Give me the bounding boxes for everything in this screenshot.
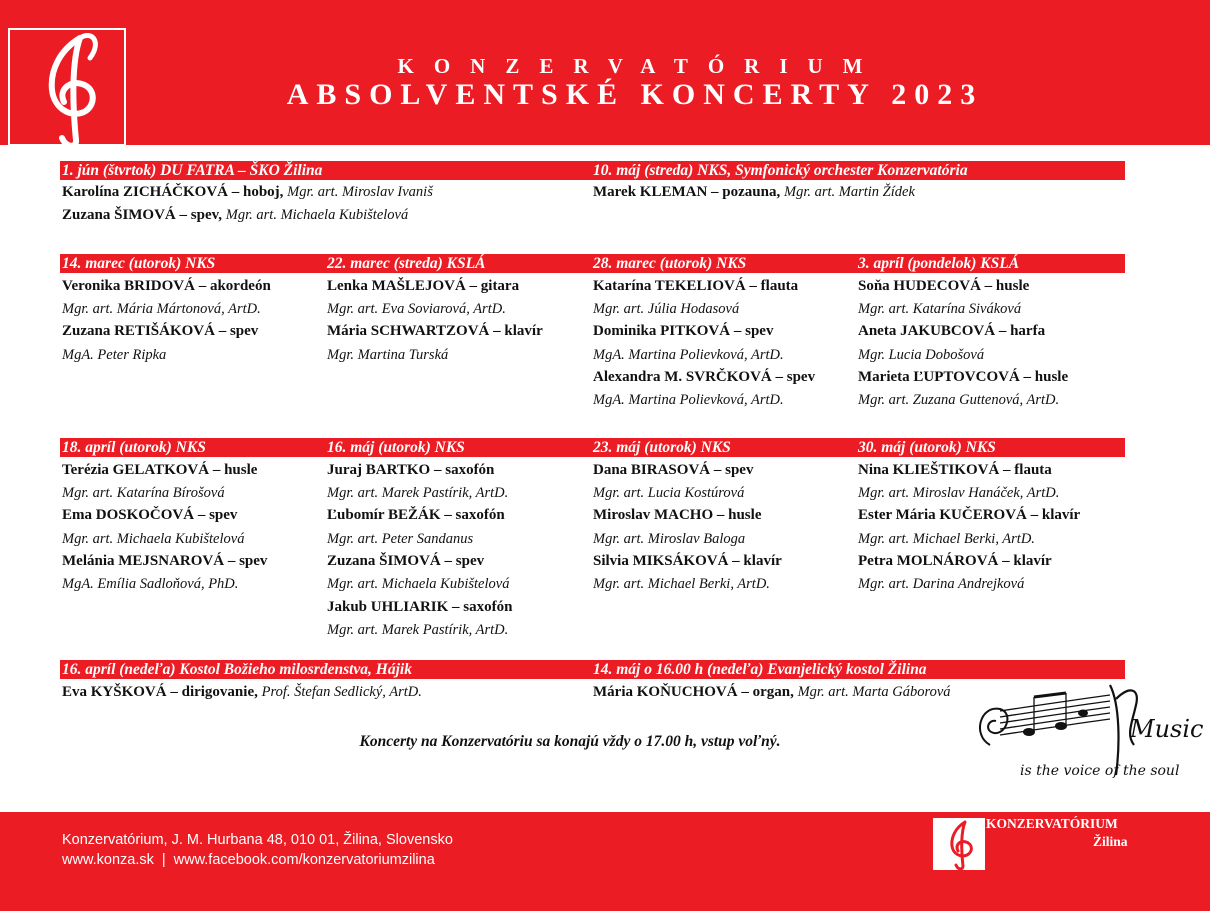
link-separator: | [161,852,166,868]
performer: Eva KYŠKOVÁ – dirigovanie, Prof. Štefan Sedlický, ArtD. [62,684,422,700]
teacher: Mgr. art. Miroslav Baloga [593,531,746,547]
performer: Mária KOŇUCHOVÁ – organ, Mgr. art. Marta Gáborová [593,684,951,700]
teacher: Mgr. art. Marek Pastírik, ArtD. [327,485,509,501]
treble-clef-icon [933,818,985,870]
performer: Jakub UHLIARIK – saxofón [327,599,513,615]
performer: Mária SCHWARTZOVÁ – klavír [327,323,543,339]
teacher: Mgr. art. Michael Berki, ArtD. [593,576,770,592]
concert-header: 16. máj (utorok) NKS [327,439,465,456]
performer: Ľubomír BEŽÁK – saxofón [327,507,505,523]
treble-clef-icon [8,28,126,146]
teacher: MgA. Peter Ripka [62,347,167,363]
performer: Lenka MAŠLEJOVÁ – gitara [327,278,520,294]
performer: Ema DOSKOČOVÁ – spev [62,507,238,523]
teacher: Mgr. art. Michaela Kubištelová [225,207,409,223]
teacher: Prof. Štefan Sedlický, ArtD. [261,684,422,700]
facebook-link[interactable]: www.facebook.com/konzervatoriumzilina [173,852,435,868]
teacher: Mgr. art. Michaela Kubištelová [327,576,510,592]
performer: Alexandra M. SVRČKOVÁ – spev [593,369,816,385]
teacher: Mgr. art. Miroslav Ivaniš [287,184,433,200]
teacher: Mgr. art. Mária Mártonová, ArtD. [62,301,261,317]
teacher: Mgr. art. Lucia Kostúrová [593,485,745,501]
concert-header: 22. marec (streda) KSLÁ [327,255,486,272]
performer: Zuzana ŠIMOVÁ – spev [327,553,485,569]
teacher: MgA. Martina Polievková, ArtD. [593,347,784,363]
teacher: Mgr. art. Miroslav Hanáček, ArtD. [858,485,1060,501]
performer: Aneta JAKUBCOVÁ – harfa [858,323,1046,339]
performer: Petra MOLNÁROVÁ – klavír [858,553,1052,569]
teacher: MgA. Emília Sadloňová, PhD. [62,576,239,592]
concert-note: Koncerty na Konzervatóriu sa konajú vždy o 17.00 h, vstup voľný. [359,733,781,750]
concert-header: 14. máj o 16.00 h (nedeľa) Evanjelický kostol Žilina [593,661,927,678]
teacher: Mgr. art. Darina Andrejková [858,576,1025,592]
teacher: Mgr. art. Martin Žídek [783,184,915,200]
concert-header: 28. marec (utorok) NKS [593,255,747,272]
concert-header: 23. máj (utorok) NKS [593,439,731,456]
concert-header: 10. máj (streda) NKS, Symfonický orchester Konzervatória [593,162,968,179]
performer: Soňa HUDECOVÁ – husle [858,278,1030,294]
concert-header: 14. marec (utorok) NKS [62,255,216,272]
website-link[interactable]: www.konza.sk [62,852,154,868]
performer: Terézia GELATKOVÁ – husle [62,462,258,478]
performer: Dominika PITKOVÁ – spev [593,323,774,339]
teacher: MgA. Martina Polievková, ArtD. [593,392,784,408]
teacher: Mgr. art. Júlia Hodasová [593,301,740,317]
performer: Karolína ZICHÁČKOVÁ – hoboj, Mgr. art. Miroslav Ivaniš [62,184,433,200]
performer: Nina KLIEŠTIKOVÁ – flauta [858,462,1052,478]
concert-header: 18. apríl (utorok) NKS [62,439,206,456]
teacher: Mgr. art. Katarína Bírošová [62,485,225,501]
concert-header: 3. apríl (pondelok) KSLÁ [858,255,1020,272]
footer-logo-name: KONZERVATÓRIUM [986,816,1118,831]
performer: Katarína TEKELIOVÁ – flauta [593,278,799,294]
performer: Miroslav MACHO – husle [593,507,762,523]
performer: Melánia MEJSNAROVÁ – spev [62,553,268,569]
performer: Marieta ĽUPTOVCOVÁ – husle [858,369,1069,385]
performer: Marek KLEMAN – pozauna, Mgr. art. Martin Žídek [593,184,915,200]
concert-header: 16. apríl (nedeľa) Kostol Božieho milosrdenstva, Hájik [62,661,412,678]
teacher: Mgr. Lucia Dobošová [858,347,985,363]
concert-header: 1. jún (štvrtok) DU FATRA – ŠKO Žilina [62,162,323,179]
teacher: Mgr. art. Marta Gáborová [797,684,951,700]
teacher: Mgr. art. Michael Berki, ArtD. [858,531,1035,547]
teacher: Mgr. art. Eva Soviarová, ArtD. [327,301,506,317]
performer: Dana BIRASOVÁ – spev [593,462,754,478]
teacher: Mgr. art. Katarína Siváková [858,301,1022,317]
teacher: Mgr. art. Michaela Kubištelová [62,531,245,547]
footer-links [62,852,435,868]
performer: Zuzana ŠIMOVÁ – spev, Mgr. art. Michaela Kubištelová [62,207,409,223]
footer-address: Konzervatórium, J. M. Hurbana 48, 010 01, Žilina, Slovensko [62,832,453,848]
performer: Veronika BRIDOVÁ – akordeón [62,278,271,294]
header-subtitle: KONZERVATÓRIUM [397,54,883,78]
music-tagline: is the voice of the soul [1020,763,1180,779]
performer: Juraj BARTKO – saxofón [327,462,495,478]
teacher: Mgr. art. Zuzana Guttenová, ArtD. [858,392,1060,408]
teacher: Mgr. art. Marek Pastírik, ArtD. [327,622,509,638]
music-word: Music [1130,715,1204,743]
performer: Ester Mária KUČEROVÁ – klavír [858,507,1081,523]
performer: Zuzana RETIŠÁKOVÁ – spev [62,323,259,339]
concert-header: 30. máj (utorok) NKS [858,439,996,456]
header-title: ABSOLVENTSKÉ KONCERTY 2023 [286,78,984,111]
footer-logo-city: Žilina [1093,834,1128,849]
performer: Silvia MIKSÁKOVÁ – klavír [593,553,782,569]
teacher: Mgr. art. Peter Sandanus [327,531,474,547]
teacher: Mgr. Martina Turská [327,347,449,363]
